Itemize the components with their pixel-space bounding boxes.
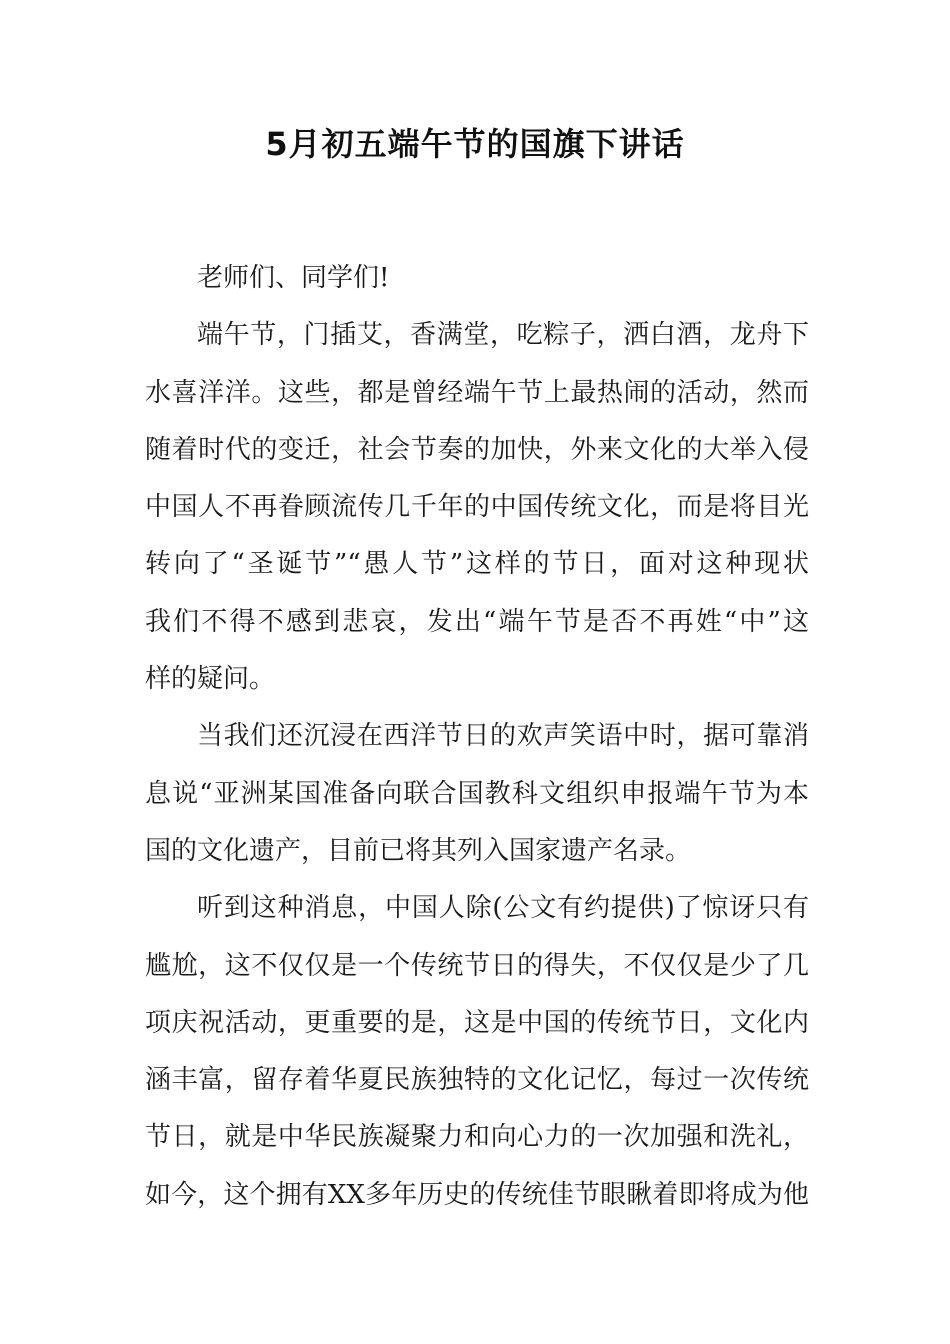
- paragraph-3: [145, 880, 809, 1224]
- text-line: 老师们、同学们!: [197, 263, 390, 293]
- text-line: 随着时代的变迁，社会节奏的加快，外来文化的大举入侵: [145, 434, 809, 465]
- text-line: 节日，就是中华民族凝聚力和向心力的一次加强和洗礼，: [145, 1122, 809, 1153]
- text-line: 项庆祝活动，更重要的是，这是中国的传统节日，文化内: [145, 1007, 809, 1038]
- document-title: 5月初五端午节的国旗下讲话: [265, 125, 685, 163]
- text-line: 当我们还沉浸在西洋节日的欢声笑语中时，据可靠消: [197, 721, 809, 752]
- text-line: 听到这种消息，中国人除(公文有约提供)了惊讶只有: [197, 893, 809, 924]
- text-line: 息说“亚洲某国准备向联合国教科文组织申报端午节为本: [145, 778, 809, 809]
- text-line: 水喜洋洋。这些，都是曾经端午节上最热闹的活动，然而: [145, 377, 809, 408]
- text-line: 中国人不再眷顾流传几千年的中国传统文化，而是将目光: [145, 492, 809, 523]
- paragraph-1: [145, 307, 809, 708]
- text-line: 国的文化遗产，目前已将其列入国家遗产名录。: [145, 835, 692, 866]
- text-line: 涵丰富，留存着华夏民族独特的文化记忆，每过一次传统: [145, 1065, 809, 1096]
- text-line: 转向了“圣诞节”“愚人节”这样的节日，面对这种现状: [145, 549, 809, 580]
- text-line: 如今，这个拥有XX多年历史的传统佳节眼瞅着即将成为他: [145, 1179, 809, 1210]
- text-line: 尴尬，这不仅仅是一个传统节日的得失，不仅仅是少了几: [145, 950, 809, 981]
- paragraph-2: [145, 708, 809, 880]
- paragraph-greeting: [145, 250, 809, 307]
- text-line: 端午节，门插艾，香满堂，吃粽子，洒白酒，龙舟下: [197, 320, 809, 351]
- text-line: 样的疑问。: [145, 664, 276, 695]
- text-line: 我们不得不感到悲哀，发出“端午节是否不再姓“中”这: [145, 606, 809, 637]
- document-body: [145, 250, 809, 1224]
